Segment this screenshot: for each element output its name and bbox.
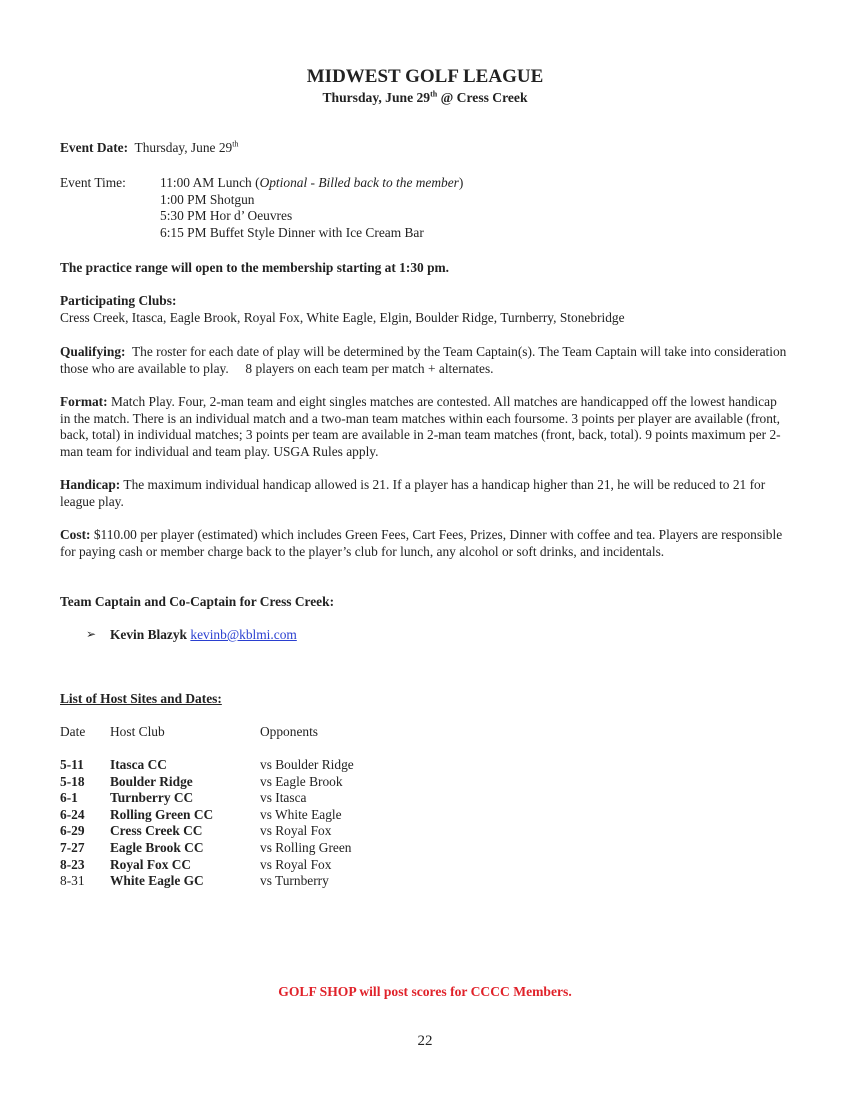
column-header-date: Date xyxy=(60,724,86,739)
event-time-line-1: 11:00 AM Lunch (Optional - Billed back to the member) xyxy=(160,175,464,190)
page-subtitle: Thursday, June 29th @ Cress Creek xyxy=(322,89,528,105)
cost-label: Cost: xyxy=(60,527,91,542)
table-row-date: 5-18 xyxy=(60,773,85,789)
table-row-host-club: White Eagle GC xyxy=(110,873,204,889)
event-time-line-2: 1:00 PM Shotgun xyxy=(160,192,255,207)
bullet-arrow-icon: ➢ xyxy=(86,627,97,641)
table-row-host-club: Boulder Ridge xyxy=(110,773,193,789)
table-row-host-club: Eagle Brook CC xyxy=(110,840,204,855)
captain-email-link[interactable]: kevinb@kblmi.com xyxy=(190,627,297,642)
cost-section xyxy=(60,527,790,560)
table-row-opponents: vs Royal Fox xyxy=(260,823,332,839)
clubs-list: Cress Creek, Itasca, Eagle Brook, Royal Fox, White Eagle, Elgin, Boulder Ridge, Turnberry, Stonebridge xyxy=(60,310,625,325)
column-header-opponents: Opponents xyxy=(260,724,319,739)
table-row-date: 8-23 xyxy=(60,856,85,872)
table-row-opponents: vs Rolling Green xyxy=(260,840,352,855)
table-row-date: 7-27 xyxy=(60,840,85,855)
practice-range-note: The practice range will open to the membership starting at 1:30 pm. xyxy=(60,260,450,275)
handicap-section xyxy=(60,477,790,510)
cost-text: $110.00 per player (estimated) which includes Green Fees, Cart Fees, Prizes, Dinner with coffee and tea. Players are responsible for paying cash or member charge back to the player’s club for lunch, any alcohol or soft drinks, and incidentals. xyxy=(60,527,783,559)
event-time-line-4: 6:15 PM Buffet Style Dinner with Ice Cream Bar xyxy=(160,225,424,240)
table-row-host-club: Itasca CC xyxy=(110,757,167,772)
handicap-text: The maximum individual handicap allowed is 21. If a player has a handicap higher than 21, he will be reduced to 21 for league play. xyxy=(60,477,766,509)
table-row-date: 5-11 xyxy=(60,757,84,772)
qualifying-section xyxy=(60,344,790,377)
qualifying-text: The roster for each date of play will be determined by the Team Captain(s). The Team Captain will take into consideration those who are available to play. 8 players on each team per match + alternates. xyxy=(60,344,790,376)
host-sites-heading: List of Host Sites and Dates: xyxy=(60,691,222,706)
column-header-host-club: Host Club xyxy=(110,724,165,739)
table-row-opponents: vs Turnberry xyxy=(260,873,329,889)
golf-shop-notice: GOLF SHOP will post scores for CCCC Members. xyxy=(278,984,572,999)
page-number: 22 xyxy=(417,1033,433,1049)
table-row-date: 6-24 xyxy=(60,806,85,822)
table-row-opponents: vs Royal Fox xyxy=(260,856,332,872)
captain-entry xyxy=(110,627,297,644)
event-date-label: Event Date: xyxy=(60,140,129,155)
qualifying-label: Qualifying: xyxy=(60,344,126,359)
table-row-opponents: vs Boulder Ridge xyxy=(260,757,354,772)
event-time-line-3: 5:30 PM Hor d’ Oeuvres xyxy=(160,208,293,223)
table-row-host-club: Royal Fox CC xyxy=(110,856,192,872)
table-row-opponents: vs White Eagle xyxy=(260,806,342,822)
table-row-host-club: Turnberry CC xyxy=(110,790,194,806)
clubs-label: Participating Clubs: xyxy=(60,293,177,308)
table-row-opponents: vs Eagle Brook xyxy=(260,773,343,789)
format-section xyxy=(60,394,790,460)
captain-name: Kevin Blazyk xyxy=(110,627,188,642)
table-row-host-club: Rolling Green CC xyxy=(110,806,214,822)
format-text: Match Play. Four, 2-man team and eight singles matches are contested. All matches are handicapped off the lowest handicap in the match. There is an individual match and a two-man team matches within each foursome. 3 points per player are available (front, back, total) in individual matches; 3 points per team are available in 2-man team matches (front, back, total). 9 points maximum per 2-man team for individual and team play. USGA Rules apply. xyxy=(60,394,781,459)
table-row-date: 6-1 xyxy=(60,790,78,806)
table-row-date: 6-29 xyxy=(60,823,85,839)
event-date-value: Thursday, June 29 xyxy=(134,140,233,155)
format-label: Format: xyxy=(60,394,108,409)
table-row-opponents: vs Itasca xyxy=(260,790,307,806)
table-row-date: 8-31 xyxy=(60,873,85,889)
captain-heading: Team Captain and Co-Captain for Cress Creek: xyxy=(60,594,335,609)
table-row-host-club: Cress Creek CC xyxy=(110,823,203,839)
handicap-label: Handicap: xyxy=(60,477,121,492)
page-title: MIDWEST GOLF LEAGUE xyxy=(306,66,544,87)
event-date: Event Date: Thursday, June 29th xyxy=(60,139,239,155)
event-time-label: Event Time: xyxy=(60,175,126,190)
